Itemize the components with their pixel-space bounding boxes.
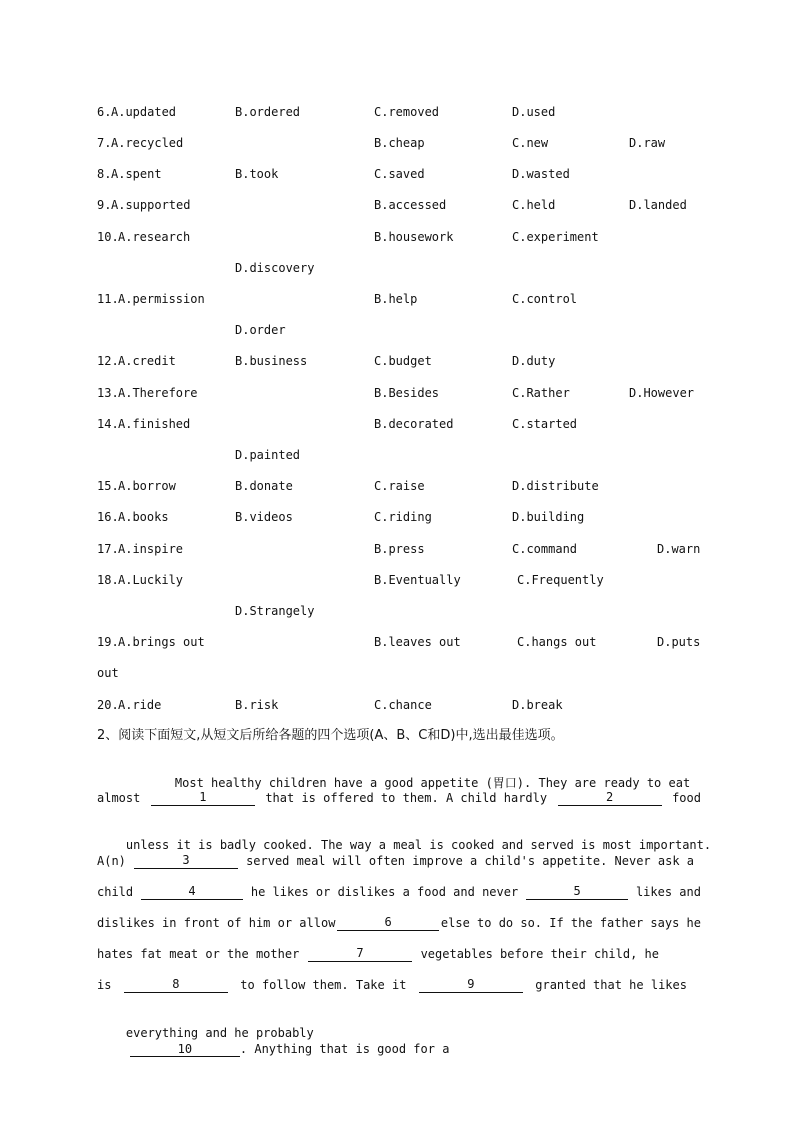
passage-line: unless it is badly cooked. The way a meal is cooked and served is most important.: [125, 838, 712, 852]
option-a: A.supported: [111, 198, 191, 212]
option-a: A.spent: [111, 167, 162, 181]
option-c: C.started: [512, 417, 578, 431]
option-b: B.took: [235, 167, 279, 181]
option-a: A.brings out: [118, 635, 205, 649]
option-d: D.used: [512, 105, 556, 119]
question-number: 9.: [97, 198, 112, 212]
blank-5[interactable]: 5: [526, 884, 628, 900]
blank-8[interactable]: 8: [124, 977, 228, 993]
passage-line: everything and he probably 10 . Anything that is good for a: [125, 1026, 450, 1056]
question-number: 11.: [97, 292, 119, 306]
option-b: B.leaves out: [374, 635, 461, 649]
blank-7[interactable]: 7: [308, 946, 412, 962]
option-c: C.chance: [374, 698, 432, 712]
option-c: C.budget: [374, 354, 432, 368]
option-a: A.Therefore: [118, 386, 198, 400]
option-c: C.Rather: [512, 386, 570, 400]
question-number: 18.: [97, 573, 119, 587]
option-a: A.books: [118, 510, 169, 524]
section-instruction: 2、阅读下面短文,从短文后所给各题的四个选项(A、B、C和D)中,选出最佳选项。: [97, 728, 564, 743]
option-d: D.duty: [512, 354, 556, 368]
option-a: A.permission: [118, 292, 205, 306]
question-number: 17.: [97, 542, 119, 556]
question-number: 12.: [97, 354, 119, 368]
passage-line: almost 1 that is offered to them. A child hardly 2 food: [97, 790, 701, 805]
option-d: D.However: [629, 386, 695, 400]
passage-line: is 8 to follow them. Take it 9 granted that he likes: [97, 977, 687, 992]
option-c: C.experiment: [512, 230, 599, 244]
question-number: 19.: [97, 635, 119, 649]
option-a: A.inspire: [118, 542, 184, 556]
option-b: B.press: [374, 542, 425, 556]
option-d: D.Strangely: [235, 604, 315, 618]
question-number: 7.: [97, 136, 112, 150]
option-d: D.raw: [629, 136, 666, 150]
option-a: A.credit: [118, 354, 176, 368]
option-b: B.business: [235, 354, 308, 368]
option-a: A.borrow: [118, 479, 176, 493]
passage-line: child 4 he likes or dislikes a food and never 5 likes and: [97, 884, 701, 899]
question-number: 10.: [97, 230, 119, 244]
option-c: C.hangs out: [517, 635, 597, 649]
option-a: A.ride: [118, 698, 162, 712]
option-c: C.raise: [374, 479, 425, 493]
option-b: B.Besides: [374, 386, 440, 400]
option-b: B.ordered: [235, 105, 301, 119]
option-b: B.videos: [235, 510, 293, 524]
blank-3[interactable]: 3: [134, 853, 238, 869]
question-number: 13.: [97, 386, 119, 400]
question-number: 14.: [97, 417, 119, 431]
option-d: D.painted: [235, 448, 301, 462]
option-d: D.discovery: [235, 261, 315, 275]
option-a: A.updated: [111, 105, 177, 119]
question-number: 15.: [97, 479, 119, 493]
option-b: B.risk: [235, 698, 279, 712]
question-number: 20.: [97, 698, 119, 712]
option-d: D.order: [235, 323, 286, 337]
option-c: C.command: [512, 542, 578, 556]
option-a: A.Luckily: [118, 573, 184, 587]
option-d-continued: out: [97, 666, 119, 680]
option-d: D.puts: [657, 635, 701, 649]
option-b: B.housework: [374, 230, 454, 244]
blank-9[interactable]: 9: [419, 977, 523, 993]
option-c: C.Frequently: [517, 573, 604, 587]
option-d: D.building: [512, 510, 585, 524]
option-b: B.decorated: [374, 417, 454, 431]
option-d: D.break: [512, 698, 563, 712]
option-d: D.warn: [657, 542, 701, 556]
blank-6[interactable]: 6: [337, 915, 439, 931]
option-b: B.donate: [235, 479, 293, 493]
option-c: C.control: [512, 292, 578, 306]
option-b: B.cheap: [374, 136, 425, 150]
option-a: A.recycled: [111, 136, 184, 150]
option-c: C.held: [512, 198, 556, 212]
option-c: C.riding: [374, 510, 432, 524]
blank-1[interactable]: 1: [151, 790, 255, 806]
passage-line: dislikes in front of him or allow 6 else to do so. If the father says he: [97, 915, 701, 930]
option-c: C.new: [512, 136, 549, 150]
blank-4[interactable]: 4: [141, 884, 243, 900]
option-d: D.distribute: [512, 479, 599, 493]
option-b: B.Eventually: [374, 573, 461, 587]
passage-line: hates fat meat or the mother 7 vegetables before their child, he: [97, 946, 659, 961]
passage-line: Most healthy children have a good appetite (胃口). They are ready to eat: [174, 776, 691, 790]
option-a: A.finished: [118, 417, 191, 431]
option-c: C.saved: [374, 167, 425, 181]
blank-10[interactable]: 10: [130, 1042, 240, 1057]
option-b: B.accessed: [374, 198, 447, 212]
question-number: 6.: [97, 105, 112, 119]
option-a: A.research: [118, 230, 191, 244]
question-number: 8.: [97, 167, 112, 181]
option-b: B.help: [374, 292, 418, 306]
option-c: C.removed: [374, 105, 440, 119]
question-number: 16.: [97, 510, 119, 524]
passage-line: A(n) 3 served meal will often improve a child's appetite. Never ask a: [97, 853, 694, 868]
option-d: D.wasted: [512, 167, 570, 181]
option-d: D.landed: [629, 198, 687, 212]
blank-2[interactable]: 2: [558, 790, 662, 806]
